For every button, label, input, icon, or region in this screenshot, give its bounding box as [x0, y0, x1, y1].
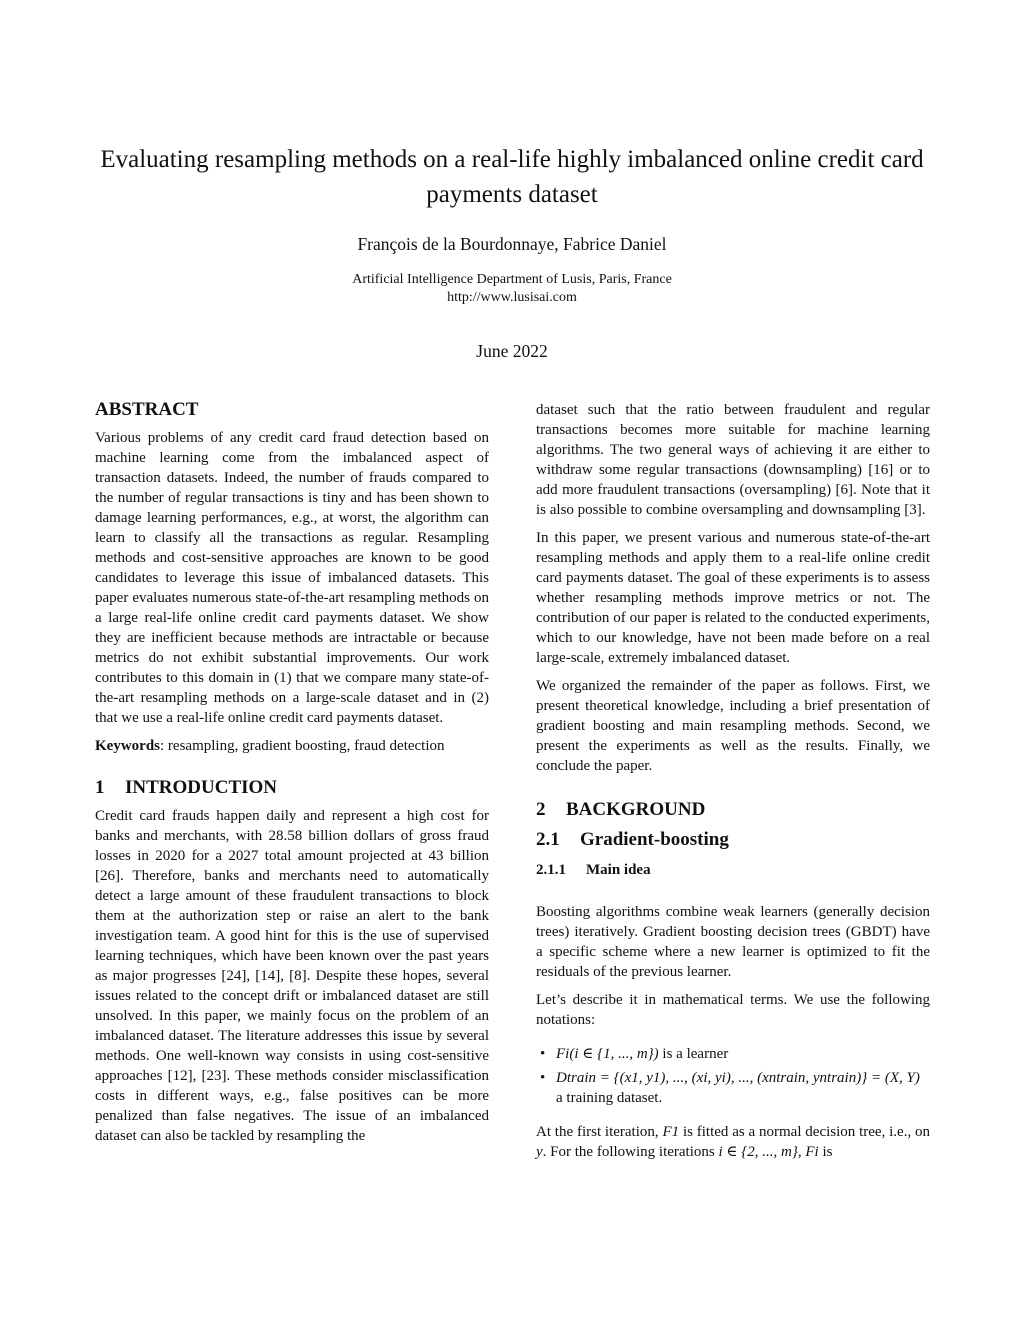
section-title: INTRODUCTION	[125, 777, 278, 798]
math-expression: F1	[662, 1124, 680, 1140]
math-expression: y	[536, 1144, 543, 1160]
subsubsection-number: 2.1.1	[536, 862, 566, 878]
keywords-list: : resampling, gradient boosting, fraud detection	[160, 738, 445, 754]
publication-date: June 2022	[476, 341, 548, 361]
introduction-text: Credit card frauds happen daily and represent a high cost for banks and merchants, with 28.58 billion dollars of gross fraud losses in 2020 for a 2027 total amount projected at 43 billion [26]. Therefore, banks and merchants need to automatically detect a large amount of these fraudulent transactions to block them at the authorization step or raise an alert to the bank investigation team. A good hint for this is the use of supervised learning techniques, which have been known over the past years as major progresses [24], [14], [8]. Despite these hopes, several issues related to the concept drift or imbalanced dataset are still unsolved. In this paper, we mainly focus on the problem of an imbalanced dataset. The literature addresses this issue by several methods. One well-known way consists in using cost-sensitive approaches [12], [23]. These methods consider misclassification costs in different ways, e.g., false positives can be more penalized than false negatives. The issue of an imbalanced dataset can also be tackled by resampling the	[95, 808, 489, 1144]
math-expression: i ∈ {2, ..., m}	[718, 1144, 798, 1160]
intro-paragraph: In this paper, we present various and numerous state-of-the-art resampling methods and apply them to a real-life online credit card payments dataset. The goal of these experiments is to assess whether resampling methods improve metrics or not. The contribution of our paper is related to the conducted experiments, which to our knowledge, have not been made before on a real large-scale, extremely imbalanced dataset.	[536, 530, 930, 666]
intro-paragraph: dataset such that the ratio between fraudulent and regular transactions becomes more suitable for machine learning algorithms. The two general ways of achieving it are either to withdraw some regular transactions (downsampling) [16] or to add more fraudulent transactions (oversampling) [6]. Note that it is also possible to combine oversampling and downsampling [3].	[536, 402, 930, 518]
subsection-title: Gradient-boosting	[580, 829, 729, 850]
background-paragraph: Let’s describe it in mathematical terms. We use the following notations:	[536, 992, 930, 1028]
background-paragraph: At the first iteration, F1 is fitted as a normal decision tree, i.e., on y. For the following iterations i ∈ {2, ..., m}, Fi is	[536, 1124, 931, 1160]
keywords-label: Keywords	[95, 738, 160, 754]
list-item: • Dtrain = {(x1, y1), ..., (xi, yi), ..., (xntrain, yntrain)} = (X, Y) a training dataset.	[536, 1068, 930, 1108]
subsubsection-title: Main idea	[586, 862, 651, 878]
abstract-text: Various problems of any credit card fraud detection based on machine learning come from the imbalanced aspect of transaction datasets. Indeed, the number of frauds compared to the number of regular transactions is tiny and has been shown to damage learning performances, e.g., at worst, the algorithm can learn to classify all the transactions as regular. Resampling methods and cost-sensitive approaches are known to be good candidates to leverage this issue of imbalanced datasets. This paper evaluates numerous state-of-the-art resampling methods on a large real-life online credit card payments dataset. We show they are inefficient because methods are intractable or because metrics do not exhibit substantial improvements. Our work contributes to this domain in (1) that we compare many state-of-the-art resampling methods on a large-scale dataset and in (2) that we use a real-life online credit card payments dataset.	[95, 430, 489, 726]
math-expression: Dtrain = {(x1, y1), ..., (xi, yi), ..., (xntrain, yntrain)} = (X, Y)	[556, 1070, 920, 1086]
left-column	[95, 398, 489, 1154]
right-column	[536, 400, 930, 1170]
notation-list	[536, 1044, 930, 1108]
subsubsection-heading	[536, 860, 930, 880]
authors: François de la Bourdonnaye, Fabrice Daniel	[357, 234, 667, 254]
section-number: 1	[95, 777, 105, 798]
section-heading-introduction	[95, 776, 489, 800]
subsection-heading	[536, 828, 930, 852]
math-expression: Fi(i ∈ {1, ..., m})	[556, 1046, 659, 1062]
paper-title: Evaluating resampling methods on a real-life highly imbalanced online credit card payments dataset	[100, 146, 924, 208]
background-paragraph: Boosting algorithms combine weak learners (generally decision trees) iteratively. Gradient boosting decision trees (GBDT) have a specific scheme where a new learner is optimized to fit the residuals of the previous learner.	[536, 904, 930, 980]
keywords	[95, 736, 489, 756]
math-expression: Fi	[805, 1144, 819, 1160]
list-item: • Fi(i ∈ {1, ..., m}) is a learner	[536, 1044, 930, 1064]
section-title: BACKGROUND	[566, 799, 706, 820]
intro-paragraph: We organized the remainder of the paper as follows. First, we present theoretical knowledge, including a brief presentation of gradient boosting and main resampling methods. Second, we present the experiments as well as the results. Finally, we conclude the paper.	[536, 678, 930, 774]
abstract-heading: ABSTRACT	[95, 399, 199, 420]
section-heading-background	[536, 798, 930, 822]
affiliation-line: Artificial Intelligence Department of Lusis, Paris, France	[352, 272, 672, 287]
section-number: 2	[536, 799, 546, 820]
subsection-number: 2.1	[536, 829, 560, 850]
affiliation-url: http://www.lusisai.com	[447, 290, 577, 305]
affiliation	[0, 271, 1024, 307]
